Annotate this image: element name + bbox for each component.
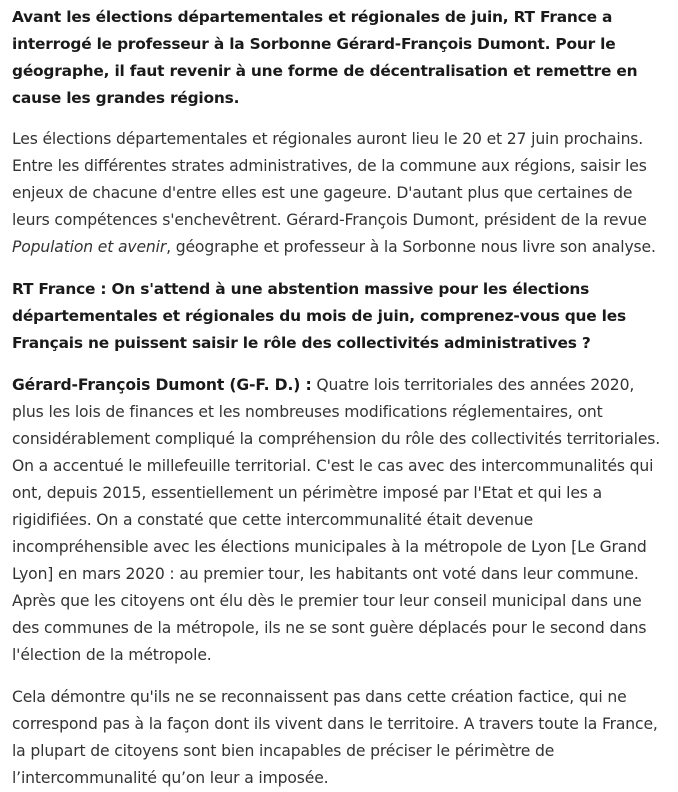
article-closing: Cela démontre qu'ils ne se reconnaissent pas dans cette création factice, qui ne correspond pas à la façon dont ils vivent dans le territoire. A travers toute la France, la plupart de citoyens sont bien incapables de préciser le périmètre de l’intercommunalité qu’on leur a imposée. <box>12 688 658 787</box>
answer-speaker: Gérard-François Dumont (G-F. D.) : <box>12 376 312 394</box>
publication-title: Population et avenir <box>12 238 167 256</box>
article-lead: Avant les élections départementales et régionales de juin, RT France a interrogé le professeur à la Sorbonne Gérard-François Dumont. Pour le géographe, il faut revenir à une forme de décentralisation et remettre en cause les grandes régions. <box>12 8 638 107</box>
answer-text: Quatre lois territoriales des années 2020, plus les lois de finances et les nombreuses modifications réglementaires, ont considérablement compliqué la compréhension du rôle des collectivités territoriales. On a accentué le millefeuille territorial. C'est le cas avec des intercommunalités qui ont, depuis 2015, essentiellement un périmètre imposé par l'Etat et qui les a rigidifiées. On a constaté que cette intercommunalité était devenue incompréhensible avec les élections municipales à la métropole de Lyon [Le Grand Lyon] en mars 2020 : au premier tour, les habitants ont voté dans leur commune. Après que les citoyens ont élu dès le premier tour leur conseil municipal dans une des communes de la métropole, ils ne se sont guère déplacés pour le second dans l'élection de la métropole. <box>12 376 661 664</box>
intro-text-part1: Les élections départementales et régionales auront lieu le 20 et 27 juin prochains. Entre les différentes strates administratives, de la commune aux régions, saisir les enjeux de chacune d'entre elles est une gageure. D'autant plus que certaines de leurs compétences s'enchevêtrent. Gérard-François Dumont, président de la revue <box>12 130 647 229</box>
intro-text-part2: , géographe et professeur à la Sorbonne nous livre son analyse. <box>166 238 656 256</box>
article-intro <box>12 126 666 261</box>
interview-answer <box>12 372 666 669</box>
interview-question: RT France : On s'attend à une abstention massive pour les élections départementales et régionales du mois de juin, comprenez-vous que les Français ne puissent saisir le rôle des collectivités administratives ? <box>12 280 626 352</box>
